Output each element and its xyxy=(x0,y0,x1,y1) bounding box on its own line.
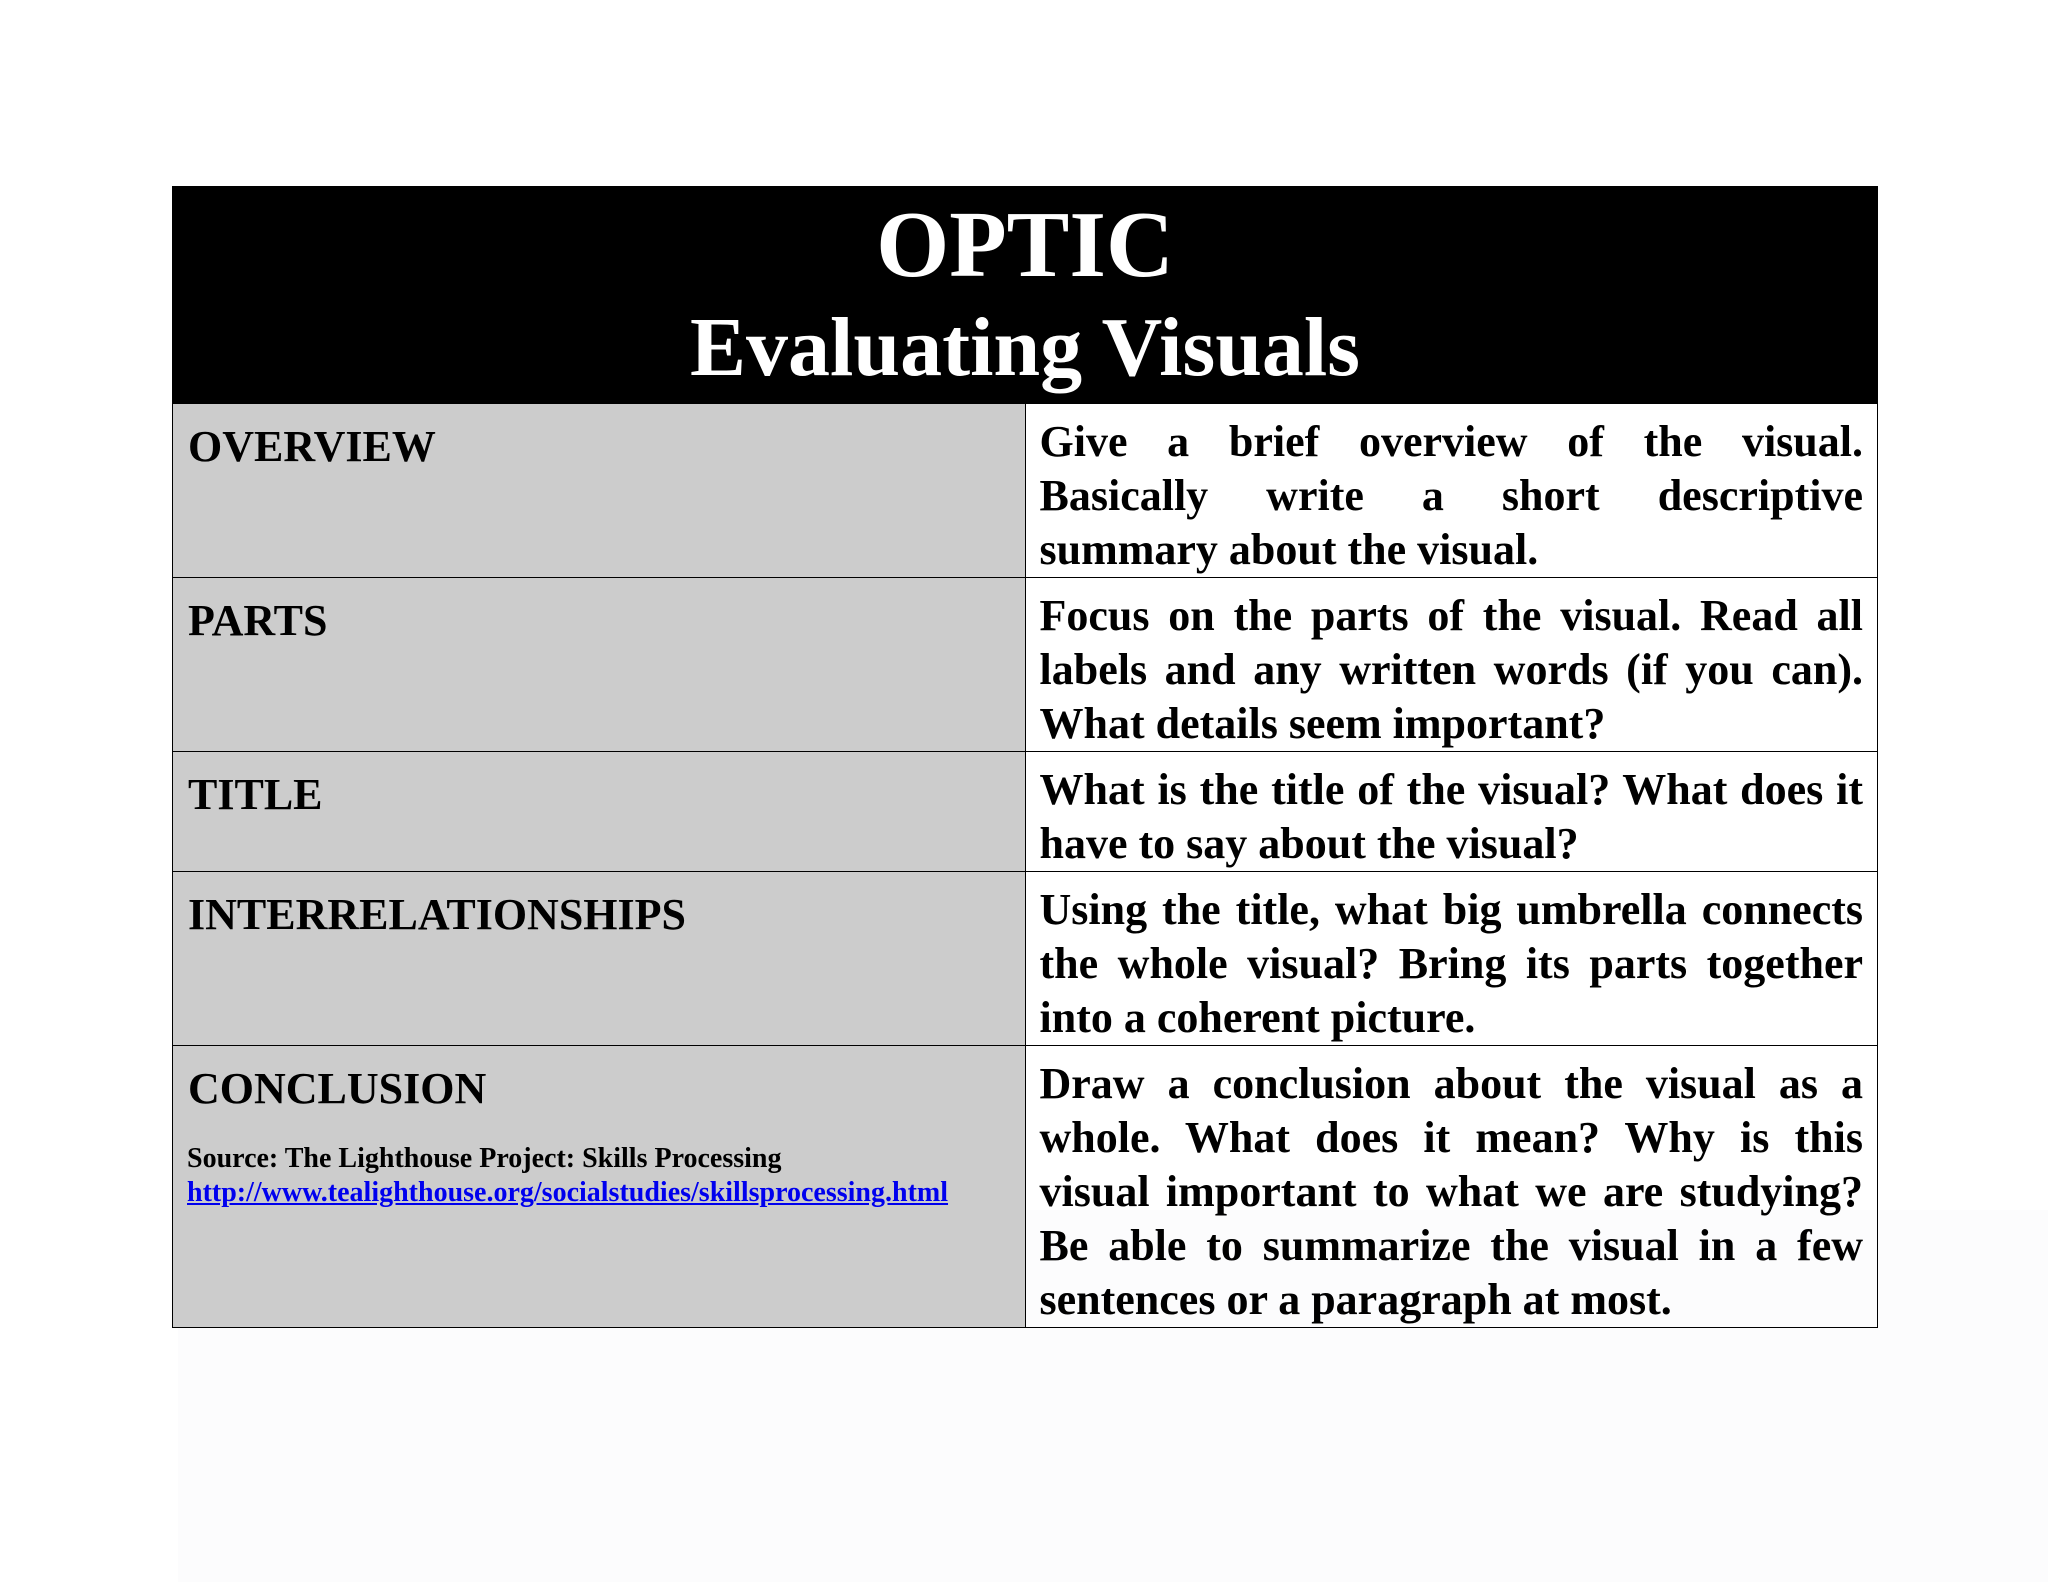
description-cell xyxy=(1025,752,1878,872)
description-cell xyxy=(1025,404,1878,578)
term-parts: PARTS xyxy=(188,596,328,645)
table-header xyxy=(173,187,1878,404)
table-row-parts xyxy=(173,578,1878,752)
source-link[interactable]: http://www.tealighthouse.org/socialstudies/skillsprocessing.html xyxy=(187,1177,949,1208)
header-subtitle: Evaluating Visuals xyxy=(690,301,1360,394)
source-citation xyxy=(187,1142,948,1210)
term-cell xyxy=(173,578,1026,752)
header-title: OPTIC xyxy=(876,193,1174,297)
description-cell xyxy=(1025,578,1878,752)
term-overview: OVERVIEW xyxy=(188,422,436,471)
term-conclusion: CONCLUSION xyxy=(188,1064,487,1113)
description-title: What is the title of the visual? What does it have to say about the visual? xyxy=(1039,765,1863,868)
table-row-title xyxy=(173,752,1878,872)
table-row-overview xyxy=(173,404,1878,578)
description-overview: Give a brief overview of the visual. Basically write a short descriptive summary about the visual. xyxy=(1039,417,1863,574)
term-interrelationships: INTERRELATIONSHIPS xyxy=(188,890,686,939)
term-cell xyxy=(173,752,1026,872)
description-parts: Focus on the parts of the visual. Read all labels and any written words (if you can). What details seem important? xyxy=(1039,591,1863,748)
description-interrelationships: Using the title, what big umbrella connects the whole visual? Bring its parts together into a coherent picture. xyxy=(1039,885,1863,1042)
description-cell xyxy=(1025,1046,1878,1328)
description-cell xyxy=(1025,872,1878,1046)
term-cell xyxy=(173,872,1026,1046)
description-conclusion: Draw a conclusion about the visual as a whole. What does it mean? Why is this visual important to what we are studying? Be able to summarize the visual in a few sentences or a paragraph at most. xyxy=(1039,1059,1863,1324)
term-title: TITLE xyxy=(188,770,323,819)
header-row xyxy=(173,187,1878,404)
table-row-interrelationships xyxy=(173,872,1878,1046)
source-label: Source: The Lighthouse Project: Skills Processing xyxy=(187,1143,782,1174)
term-cell xyxy=(173,404,1026,578)
